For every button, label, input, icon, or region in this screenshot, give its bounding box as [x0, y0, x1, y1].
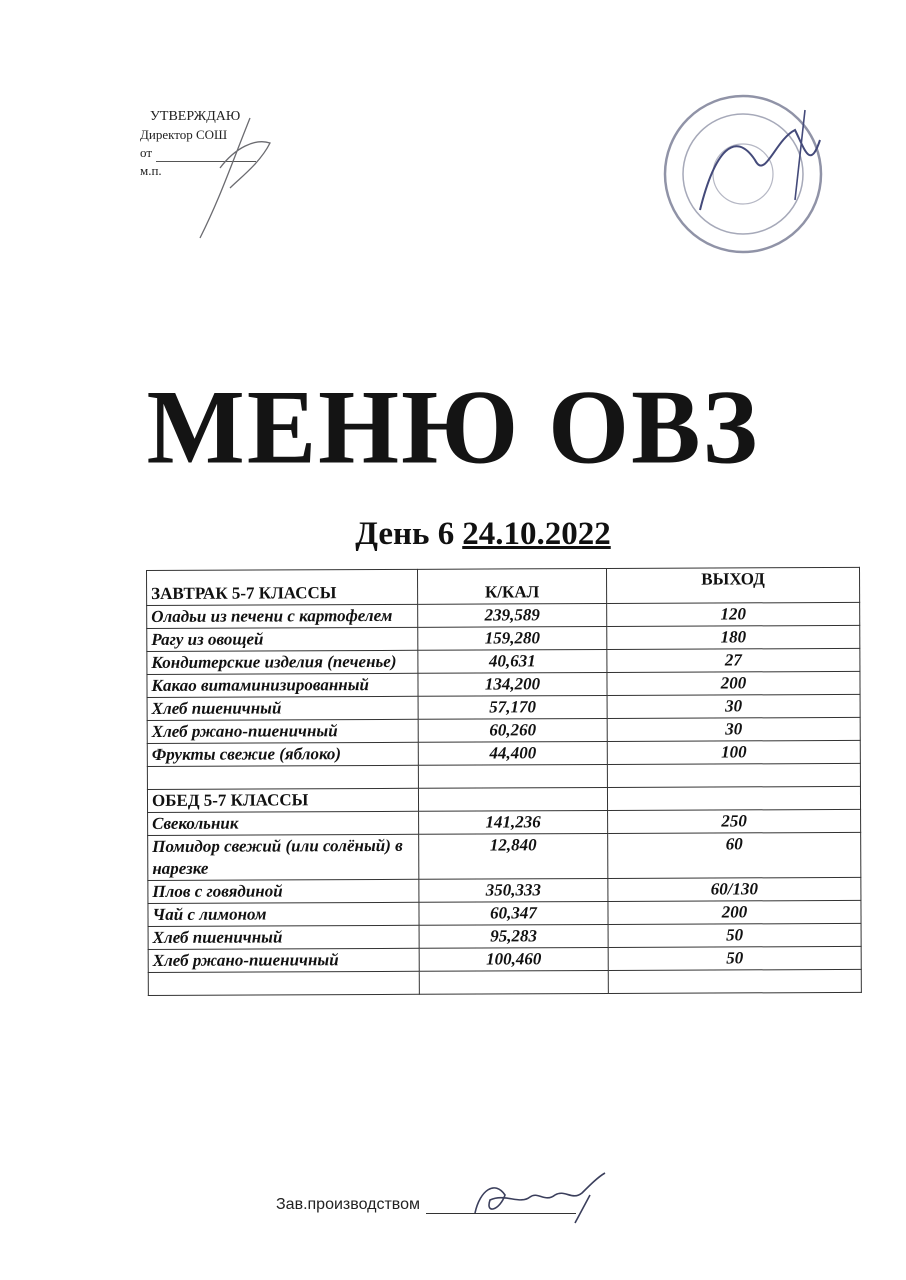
table-row: [148, 809, 861, 835]
header-kcal: К/КАЛ: [417, 568, 606, 604]
menu-date: 24.10.2022: [462, 516, 611, 552]
dish-kcal: 141,236: [419, 810, 608, 834]
dish-kcal: 95,283: [419, 924, 608, 948]
dish-output: 50: [608, 946, 861, 970]
table-row: [147, 694, 860, 720]
dish-output: 50: [608, 923, 861, 947]
dish-name: Чай с лимоном: [148, 902, 419, 926]
section-row: [147, 786, 860, 812]
dish-kcal: 60,260: [418, 718, 607, 742]
page-title: МЕНЮ ОВЗ: [146, 368, 760, 487]
dish-output: 60/130: [608, 877, 861, 901]
dish-kcal: 40,631: [418, 649, 607, 673]
dish-output: 200: [607, 671, 860, 695]
dish-kcal: 12,840: [419, 833, 608, 879]
footer: [276, 1196, 576, 1214]
table-row: [148, 877, 861, 903]
dish-output: 60: [608, 832, 861, 878]
approval-title: УТВЕРЖДАЮ: [150, 109, 241, 124]
production-head-signature: [460, 1165, 620, 1225]
footer-label: Зав.производством: [276, 1196, 420, 1213]
dish-output: 120: [607, 602, 860, 626]
table-row: [147, 648, 860, 674]
approval-from: от: [140, 145, 153, 160]
dish-kcal: 159,280: [418, 626, 607, 650]
director-signature: [160, 108, 310, 248]
menu-table: [146, 567, 862, 996]
approval-director: Директор СОШ: [140, 127, 228, 142]
dish-kcal: 100,460: [419, 947, 608, 971]
official-seal: [655, 90, 830, 260]
dish-name: Какао витаминизированный: [147, 673, 418, 697]
dish-name: Плов с говядиной: [148, 879, 419, 903]
dish-name: Хлеб ржано-пшеничный: [147, 719, 418, 743]
approval-stamp-place: м.п.: [140, 163, 162, 178]
dish-output: 200: [608, 900, 861, 924]
header-meal: ЗАВТРАК 5-7 КЛАССЫ: [147, 569, 418, 605]
dish-output: 27: [607, 648, 860, 672]
dish-name: Рагу из овощей: [147, 627, 418, 651]
table-header-row: [147, 567, 860, 605]
dish-name: Помидор свежий (или солёный) в нарезке: [148, 834, 419, 880]
dish-output: 250: [608, 809, 861, 833]
dish-name: Хлеб ржано-пшеничный: [148, 948, 419, 972]
signature-line: [426, 1199, 576, 1214]
table-row: [147, 717, 860, 743]
dish-name: Фрукты свежие (яблоко): [147, 742, 418, 766]
table-row: [147, 740, 860, 766]
dish-output: 30: [607, 717, 860, 741]
dish-kcal: 57,170: [418, 695, 607, 719]
table-row: [147, 602, 860, 628]
table-row: [148, 923, 861, 949]
table-row: [147, 671, 860, 697]
dish-kcal: 239,589: [418, 603, 607, 627]
table-row-empty: [148, 969, 861, 995]
table-row-empty: [147, 763, 860, 789]
dish-name: Хлеб пшеничный: [148, 925, 419, 949]
dish-kcal: 60,347: [419, 901, 608, 925]
dish-output: 30: [607, 694, 860, 718]
dish-name: Оладьи из печени с картофелем: [147, 604, 418, 628]
dish-name: Свекольник: [148, 811, 419, 835]
page-subtitle: [0, 516, 906, 553]
dish-kcal: 134,200: [418, 672, 607, 696]
dish-name: Кондитерские изделия (печенье): [147, 650, 418, 674]
lunch-section-title: ОБЕД 5-7 КЛАССЫ: [147, 788, 418, 812]
table-row: [147, 625, 860, 651]
dish-kcal: 44,400: [418, 741, 607, 765]
dish-output: 180: [607, 625, 860, 649]
dish-output: 100: [607, 740, 860, 764]
day-label: День 6: [355, 516, 455, 552]
table-row: [148, 832, 861, 880]
table-row: [148, 946, 861, 972]
dish-kcal: 350,333: [419, 878, 608, 902]
header-output: ВЫХОД: [606, 567, 859, 603]
dish-name: Хлеб пшеничный: [147, 696, 418, 720]
table-row: [148, 900, 861, 926]
approval-block: [140, 108, 280, 180]
